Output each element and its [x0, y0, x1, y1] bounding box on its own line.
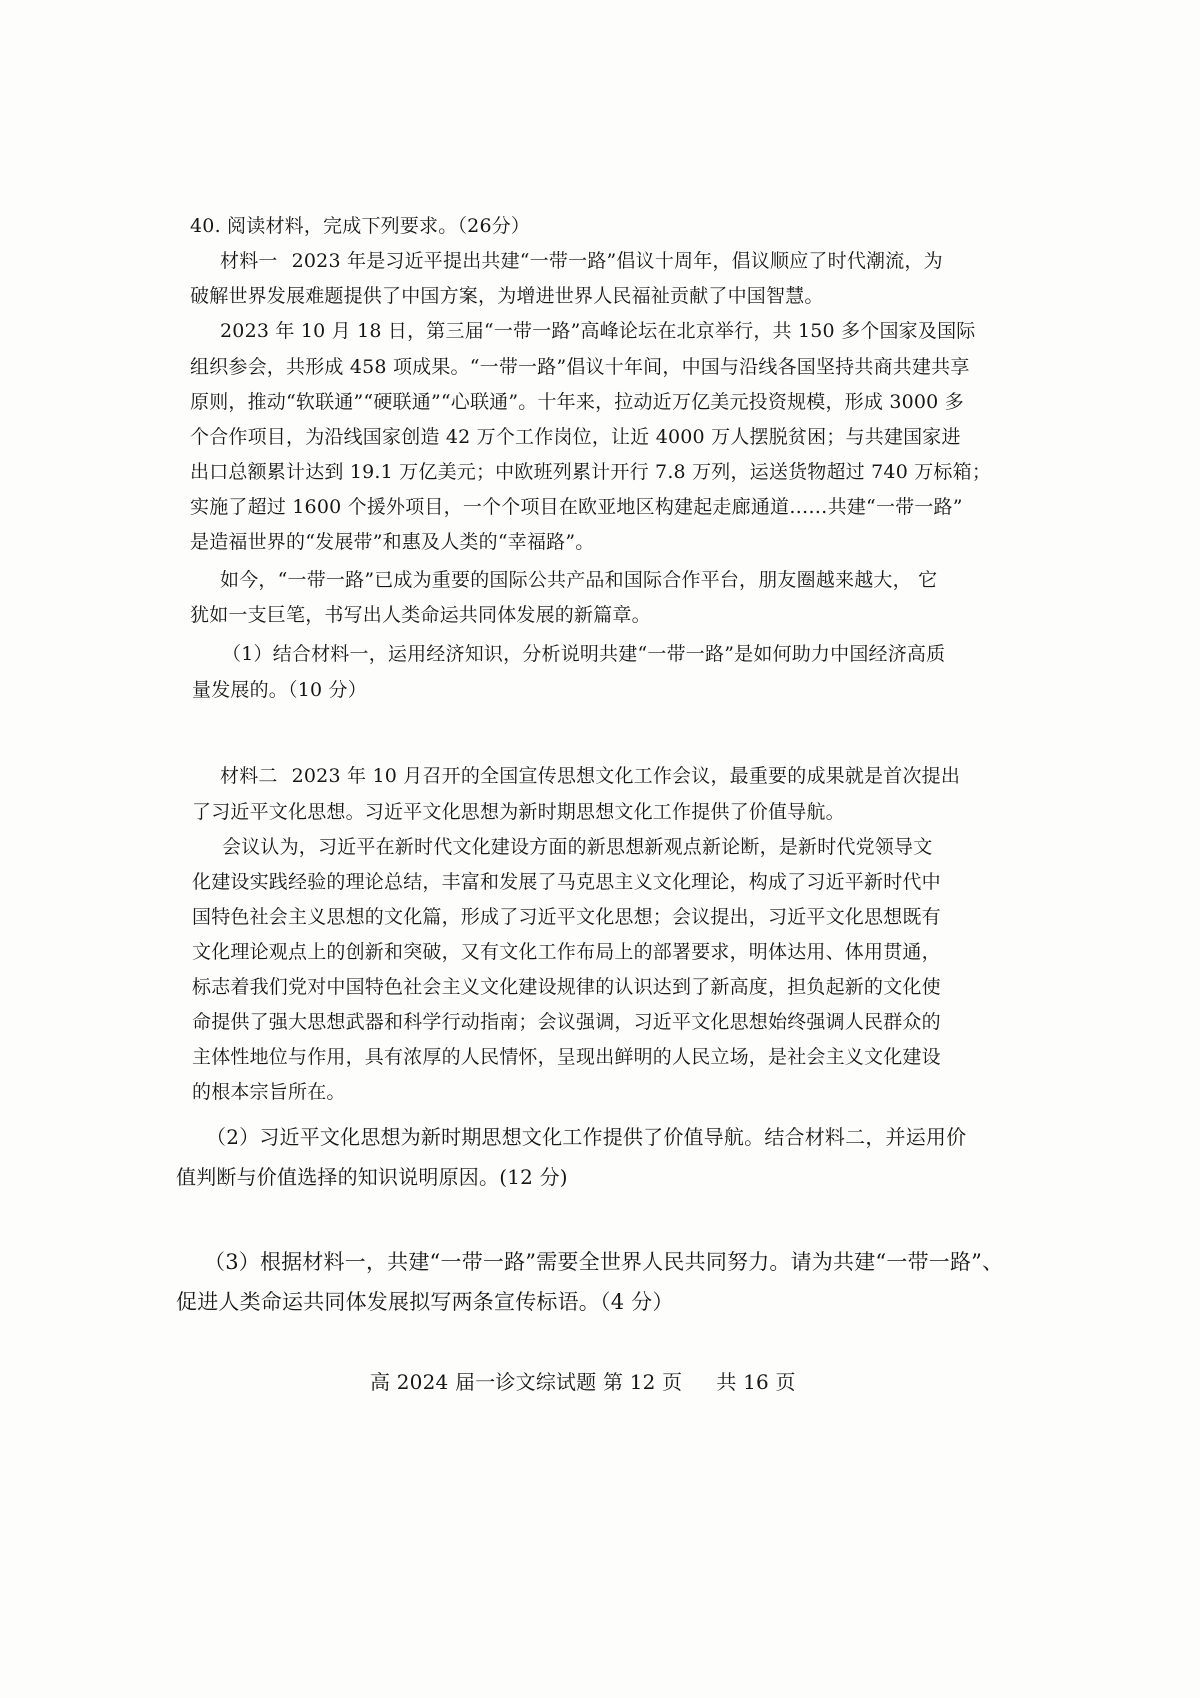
page-footer: [370, 1370, 796, 1394]
material2-line-8: 命提供了强大思想武器和科学行动指南；会议强调，习近平文化思想始终强调人民群众的: [192, 1011, 941, 1033]
material1-line-2: 破解世界发展难题提供了中国方案，为增进世界人民福祉贡献了中国智慧。: [190, 285, 824, 307]
sub2-line-1: （2）习近平文化思想为新时期思想文化工作提供了价值导航。结合材料二，并运用价: [206, 1125, 967, 1149]
material2-line-4: 化建设实践经验的理论总结，丰富和发展了马克思主义文化理论，构成了习近平新时代中: [192, 871, 941, 893]
material2-line-5: 国特色社会主义思想的文化篇，形成了习近平文化思想；会议提出，习近平文化思想既有: [192, 906, 941, 928]
material2-line-3: 会议认为，习近平在新时代文化建设方面的新思想新观点新论断，是新时代党领导文: [222, 836, 933, 858]
sub1-line-2: 量发展的。（10 分）: [192, 679, 367, 701]
sub3-line-1: （3）根据材料一，共建“一带一路”需要全世界人民共同努力。请为共建“一带一路”、: [204, 1250, 1004, 1274]
material2-line-9: 主体性地位与作用，具有浓厚的人民情怀，呈现出鲜明的人民立场，是社会主义文化建设: [192, 1046, 941, 1068]
material1-line-8: 实施了超过 1600 个援外项目，一个个项目在欧亚地区构建起走廊通道……共建“一带一路”: [190, 496, 963, 518]
footer-total-pages: 共 16 页: [716, 1370, 796, 1394]
material1-line-6: 个合作项目，为沿线国家创造 42 万个工作岗位，让近 4000 万人摆脱贫困；与共建国家进: [190, 426, 961, 448]
sub1-line-1: （1）结合材料一，运用经济知识，分析说明共建“一带一路”是如何助力中国经济高质: [222, 643, 946, 665]
material1-line-3: 2023 年 10 月 18 日，第三届“一带一路”高峰论坛在北京举行，共 150 多个国家及国际: [220, 320, 976, 342]
material1-line-5: 原则，推动“软联通”“硬联通”“心联通”。十年来，拉动近万亿美元投资规模，形成 3000 多: [190, 391, 964, 413]
sub2-line-2: 值判断与价值选择的知识说明原因。(12 分): [176, 1165, 568, 1189]
material2-label: 材料二: [220, 765, 278, 787]
question-heading: 40. 阅读材料，完成下列要求。（26分）: [190, 215, 531, 237]
material1-line-10: 如今，“一带一路”已成为重要的国际公共产品和国际合作平台，朋友圈越来越大， 它: [220, 569, 938, 591]
material2-line-6: 文化理论观点上的创新和突破，又有文化工作布局上的部署要求，明体达用、体用贯通，: [192, 941, 941, 963]
sub3-line-2: 促进人类命运共同体发展拟写两条宣传标语。（4 分）: [176, 1290, 674, 1314]
material1-label: 材料一: [220, 250, 278, 272]
material2-line-10: 的根本宗旨所在。: [192, 1081, 346, 1103]
material2-line-1: 材料二 2023 年 10 月召开的全国宣传思想文化工作会议，最重要的成果就是首次提出: [220, 765, 961, 787]
material2-line-7: 标志着我们党对中国特色社会主义文化建设规律的认识达到了新高度，担负起新的文化使: [192, 976, 941, 998]
material1-line-7: 出口总额累计达到 19.1 万亿美元；中欧班列累计开行 7.8 万列，运送货物超过 740 万标箱；: [190, 461, 992, 483]
material2-line-2: 了习近平文化思想。习近平文化思想为新时期思想文化工作提供了价值导航。: [192, 801, 845, 823]
material1-line-1: 材料一 2023 年是习近平提出共建“一带一路”倡议十周年，倡议顺应了时代潮流，为: [220, 250, 943, 272]
material1-line-9: 是造福世界的“发展带”和惠及人类的“幸福路”。: [190, 531, 595, 553]
material1-line-11: 犹如一支巨笔，书写出人类命运共同体发展的新篇章。: [190, 604, 651, 626]
material1-line-4: 组织参会，共形成 458 项成果。“一带一路”倡议十年间，中国与沿线各国坚持共商共建共享: [190, 356, 970, 378]
footer-page-info: 高 2024 届一诊文综试题 第 12 页: [370, 1370, 683, 1394]
